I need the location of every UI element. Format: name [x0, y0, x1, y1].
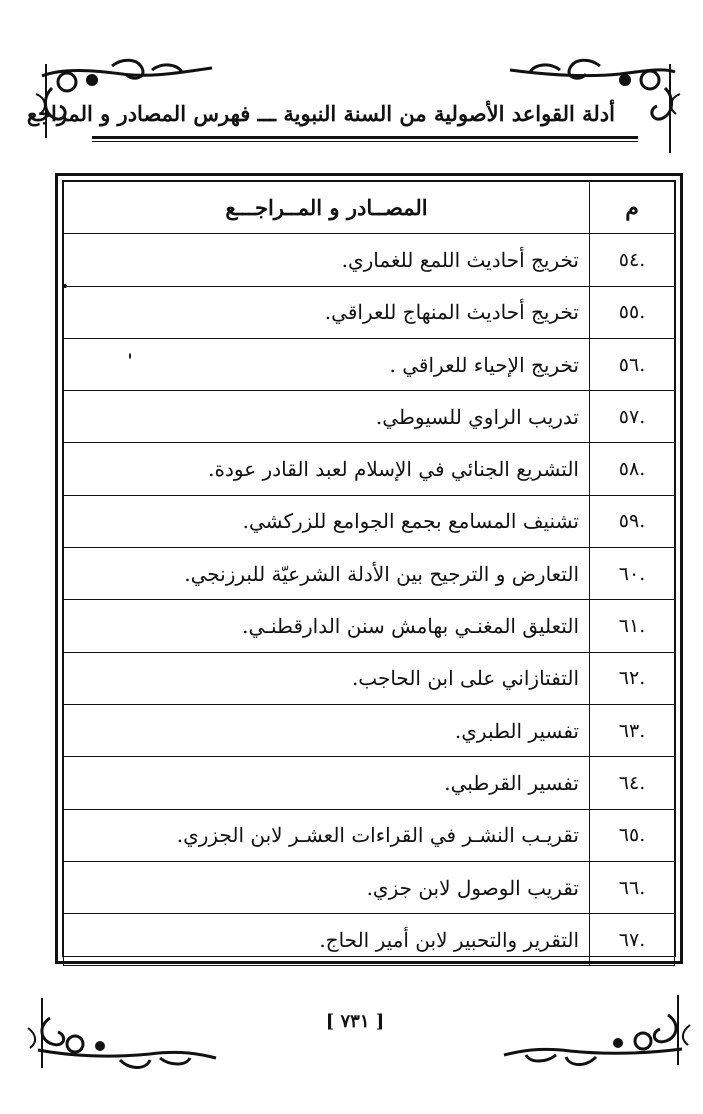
running-header-title: أدلة القواعد الأصولية من السنة النبوية ـــ فهرس المصادر و المراجع — [26, 101, 615, 126]
row-number: .٦٧ — [590, 914, 675, 966]
row-source: تقريـب النشـر في القراءات العشـر لابن الجزري. — [64, 809, 590, 861]
row-source: التشريع الجنائي في الإسلام لعبد القادر عودة. — [64, 443, 590, 495]
row-source: التعليق المغنـي بهامش سنن الدارقطنـي. — [64, 600, 590, 652]
row-number: .٥٨ — [590, 443, 675, 495]
table-row — [64, 391, 675, 443]
header-rule — [92, 136, 638, 139]
table-row — [64, 704, 675, 756]
table-row — [64, 443, 675, 495]
row-source: تشنيف المسامع بجمع الجوامع للزركشي. — [64, 495, 590, 547]
row-source: التعارض و الترجيح بين الأدلة الشرعيّة للبرزنجي. — [64, 548, 590, 600]
row-number: .٥٤ — [590, 234, 675, 286]
column-header-number: م — [590, 182, 675, 234]
row-number: .٦٦ — [590, 861, 675, 913]
references-table — [63, 181, 675, 966]
row-number: .٥٩ — [590, 495, 675, 547]
table-row — [64, 234, 675, 286]
references-table-frame — [55, 173, 683, 964]
table-header-row — [64, 182, 675, 234]
row-number: .٦٠ — [590, 548, 675, 600]
scan-speck — [63, 284, 67, 288]
row-source: تخريج أحاديث المنهاج للعراقي. — [64, 286, 590, 338]
table-row — [64, 600, 675, 652]
row-number: .٦٢ — [590, 652, 675, 704]
row-source: تدريب الراوي للسيوطي. — [64, 391, 590, 443]
row-source: تخريج الإحياء للعراقي . — [64, 338, 590, 390]
references-table-inner — [62, 180, 676, 957]
table-row — [64, 495, 675, 547]
row-source: تفسير الطبري. — [64, 704, 590, 756]
row-number: .٦٥ — [590, 809, 675, 861]
row-source: تفسير القرطبي. — [64, 757, 590, 809]
row-number: .٥٧ — [590, 391, 675, 443]
header-rule-thin — [92, 141, 638, 142]
bottom-right-ornament — [500, 995, 695, 1075]
row-source: تقريب الوصول لابن جزي. — [64, 861, 590, 913]
column-header-sources: المصــادر و المــراجـــع — [64, 182, 590, 234]
table-row — [64, 914, 675, 966]
row-source: التفتازاني على ابن الحاجب. — [64, 652, 590, 704]
row-number: .٦٤ — [590, 757, 675, 809]
table-row — [64, 861, 675, 913]
row-source: التقرير والتحبير لابن أمير الحاج. — [64, 914, 590, 966]
table-row — [64, 338, 675, 390]
row-number: .٥٥ — [590, 286, 675, 338]
page-number: [ ٧٣١ ] — [325, 1011, 385, 1032]
table-row — [64, 809, 675, 861]
table-row — [64, 652, 675, 704]
scan-speck — [129, 353, 131, 359]
row-source: تخريج أحاديث اللمع للغماري. — [64, 234, 590, 286]
table-row — [64, 286, 675, 338]
table-row — [64, 548, 675, 600]
row-number: .٦١ — [590, 600, 675, 652]
row-number: .٦٣ — [590, 704, 675, 756]
table-row — [64, 757, 675, 809]
bottom-left-ornament — [20, 998, 220, 1078]
row-number: .٥٦ — [590, 338, 675, 390]
